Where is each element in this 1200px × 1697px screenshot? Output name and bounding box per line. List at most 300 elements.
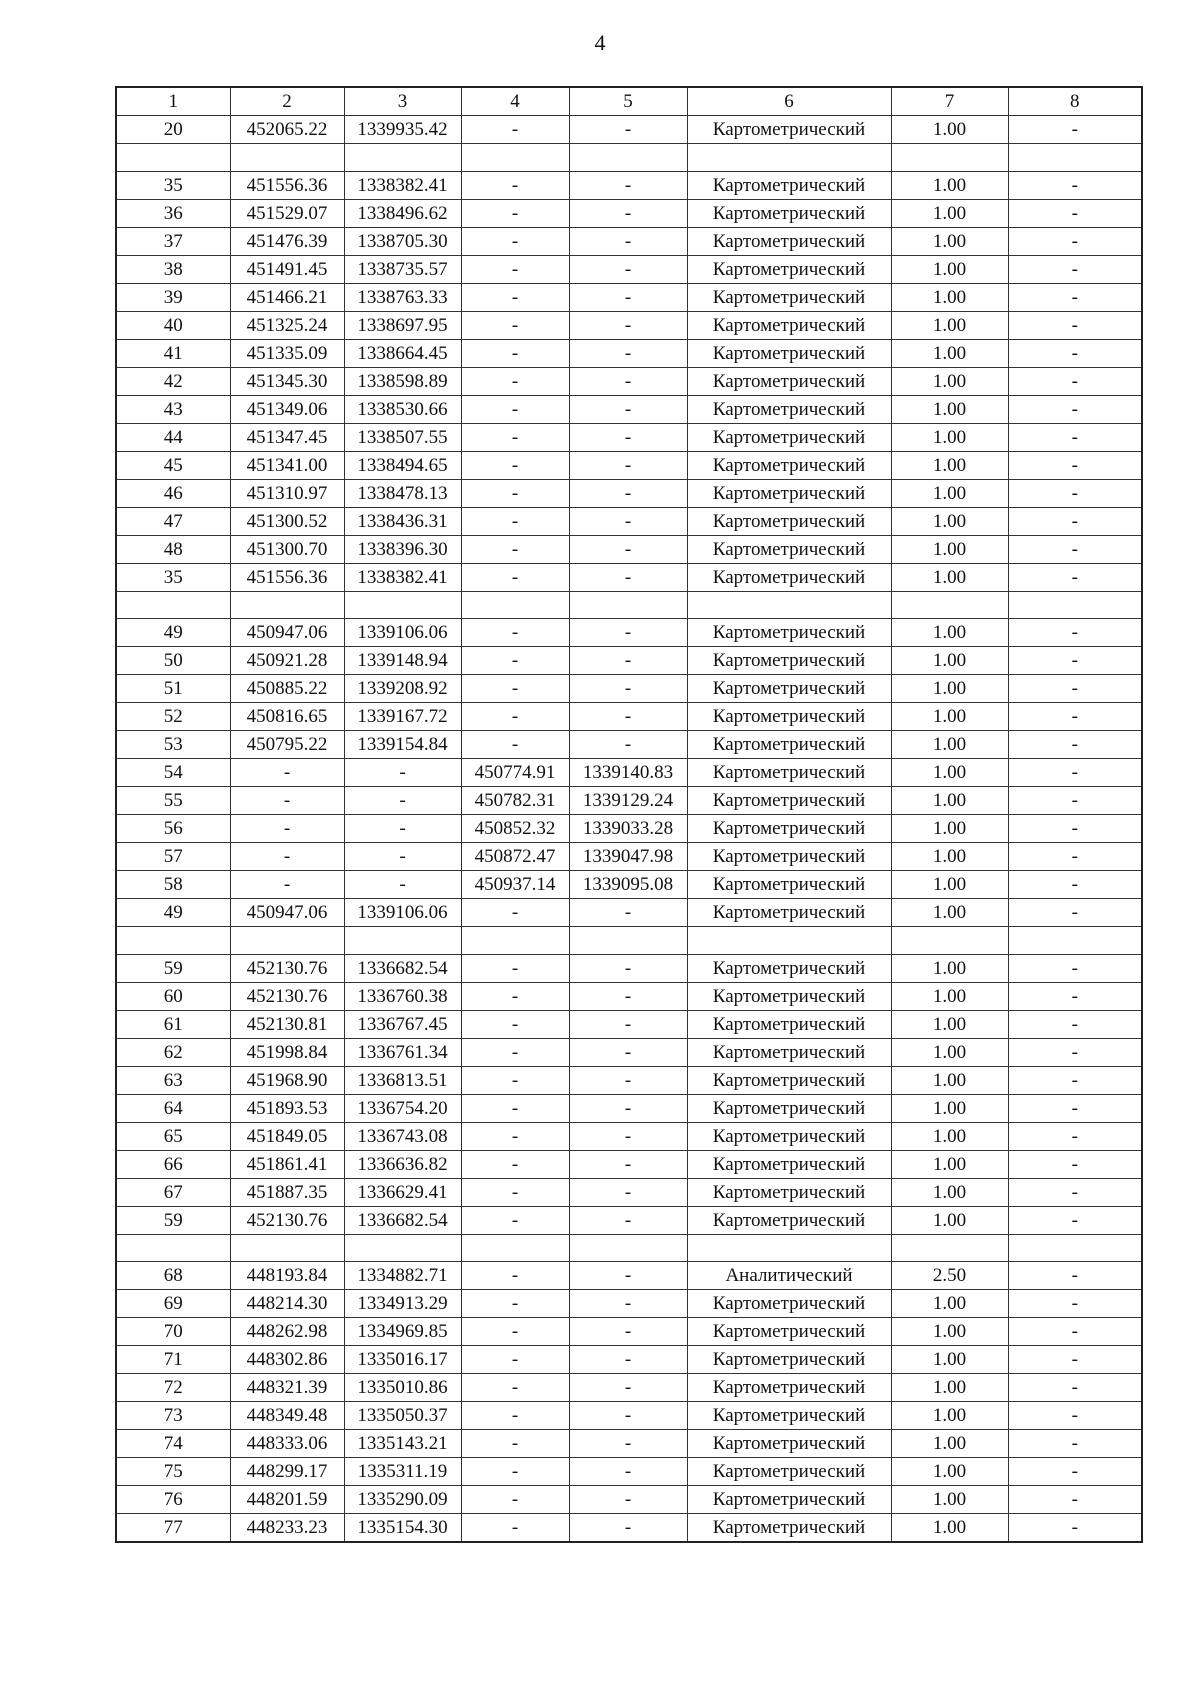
table-cell: - bbox=[1008, 535, 1142, 563]
table-cell: - bbox=[569, 1486, 687, 1514]
table-cell: 1339148.94 bbox=[344, 647, 461, 675]
table-cell: 1336743.08 bbox=[344, 1122, 461, 1150]
table-cell bbox=[569, 927, 687, 955]
table-cell bbox=[569, 591, 687, 619]
table-cell bbox=[344, 927, 461, 955]
table-cell: - bbox=[1008, 1010, 1142, 1038]
table-cell: - bbox=[461, 255, 569, 283]
table-cell: 59 bbox=[116, 954, 230, 982]
table-cell: - bbox=[569, 1402, 687, 1430]
table-cell: Картометрический bbox=[687, 1458, 891, 1486]
table-cell: - bbox=[461, 1318, 569, 1346]
table-cell: Картометрический bbox=[687, 619, 891, 647]
table-cell: - bbox=[569, 1318, 687, 1346]
table-cell: 1339208.92 bbox=[344, 675, 461, 703]
table-cell: Картометрический bbox=[687, 1486, 891, 1514]
table-cell: 1.00 bbox=[891, 1094, 1008, 1122]
table-cell: - bbox=[569, 1122, 687, 1150]
table-cell: - bbox=[569, 311, 687, 339]
table-cell: 1336682.54 bbox=[344, 1206, 461, 1234]
table-row bbox=[116, 563, 1142, 591]
table-cell: 1336767.45 bbox=[344, 1010, 461, 1038]
table-cell: 37 bbox=[116, 227, 230, 255]
table-cell: 451300.70 bbox=[230, 535, 344, 563]
table-cell: 1339106.06 bbox=[344, 619, 461, 647]
table-cell bbox=[461, 927, 569, 955]
table-cell: 1339129.24 bbox=[569, 787, 687, 815]
table-row bbox=[116, 1402, 1142, 1430]
table-cell: - bbox=[461, 1514, 569, 1543]
table-cell: 1.00 bbox=[891, 395, 1008, 423]
table-cell: - bbox=[1008, 1290, 1142, 1318]
table-cell: Картометрический bbox=[687, 787, 891, 815]
table-cell: - bbox=[1008, 1346, 1142, 1374]
table-cell: 1.00 bbox=[891, 1178, 1008, 1206]
table-cell: 1.00 bbox=[891, 1458, 1008, 1486]
table-row bbox=[116, 619, 1142, 647]
table-cell: Картометрический bbox=[687, 1346, 891, 1374]
table-cell: 1338496.62 bbox=[344, 199, 461, 227]
table-cell: 450921.28 bbox=[230, 647, 344, 675]
table-cell: - bbox=[1008, 647, 1142, 675]
table-cell: - bbox=[1008, 787, 1142, 815]
table-cell: 58 bbox=[116, 871, 230, 899]
table-cell bbox=[1008, 1234, 1142, 1262]
table-cell: 1.00 bbox=[891, 283, 1008, 311]
table-cell: 1.00 bbox=[891, 787, 1008, 815]
table-cell: - bbox=[344, 871, 461, 899]
table-cell bbox=[230, 927, 344, 955]
table-cell: - bbox=[1008, 1206, 1142, 1234]
table-cell: 451325.24 bbox=[230, 311, 344, 339]
table-cell: 1.00 bbox=[891, 675, 1008, 703]
table-cell: Картометрический bbox=[687, 311, 891, 339]
table-cell: Картометрический bbox=[687, 227, 891, 255]
table-cell: 46 bbox=[116, 479, 230, 507]
table-cell: 1336813.51 bbox=[344, 1066, 461, 1094]
table-cell: - bbox=[569, 479, 687, 507]
table-cell: 1338763.33 bbox=[344, 283, 461, 311]
table-cell: - bbox=[461, 1122, 569, 1150]
table-cell: Картометрический bbox=[687, 339, 891, 367]
table-cell: - bbox=[1008, 1402, 1142, 1430]
table-cell: 1.00 bbox=[891, 199, 1008, 227]
table-cell: Картометрический bbox=[687, 982, 891, 1010]
table-cell bbox=[687, 144, 891, 172]
table-cell: 448201.59 bbox=[230, 1486, 344, 1514]
table-cell: - bbox=[344, 815, 461, 843]
table-row bbox=[116, 199, 1142, 227]
table-cell: Картометрический bbox=[687, 1402, 891, 1430]
table-cell: - bbox=[461, 899, 569, 927]
table-cell: 1.00 bbox=[891, 1010, 1008, 1038]
table-cell: 451335.09 bbox=[230, 339, 344, 367]
table-cell bbox=[461, 144, 569, 172]
table-cell bbox=[891, 1234, 1008, 1262]
table-cell: 72 bbox=[116, 1374, 230, 1402]
table-cell: - bbox=[461, 171, 569, 199]
table-cell: - bbox=[1008, 871, 1142, 899]
table-cell: - bbox=[230, 843, 344, 871]
table-cell: 1335154.30 bbox=[344, 1514, 461, 1543]
table-cell: Картометрический bbox=[687, 1430, 891, 1458]
table-cell: - bbox=[344, 787, 461, 815]
table-cell: - bbox=[461, 227, 569, 255]
table-cell: 1339095.08 bbox=[569, 871, 687, 899]
table-cell: - bbox=[569, 507, 687, 535]
table-cell: - bbox=[569, 1178, 687, 1206]
table-cell: - bbox=[1008, 1066, 1142, 1094]
table-cell: - bbox=[461, 1206, 569, 1234]
table-cell: - bbox=[569, 423, 687, 451]
table-cell: 1.00 bbox=[891, 843, 1008, 871]
table-cell: 1.00 bbox=[891, 1318, 1008, 1346]
table-cell: Картометрический bbox=[687, 1066, 891, 1094]
table-cell: - bbox=[569, 899, 687, 927]
table-cell: 1338598.89 bbox=[344, 367, 461, 395]
page-number: 4 bbox=[594, 30, 606, 55]
table-cell: 1.00 bbox=[891, 703, 1008, 731]
table-cell: 1338507.55 bbox=[344, 423, 461, 451]
table-cell: - bbox=[1008, 731, 1142, 759]
table-cell: Картометрический bbox=[687, 255, 891, 283]
table-cell: - bbox=[461, 1150, 569, 1178]
table-row bbox=[116, 1290, 1142, 1318]
table-cell: - bbox=[569, 283, 687, 311]
table-cell: 1.00 bbox=[891, 116, 1008, 144]
table-cell: 450795.22 bbox=[230, 731, 344, 759]
table-cell: 44 bbox=[116, 423, 230, 451]
table-cell: - bbox=[1008, 199, 1142, 227]
table-cell: - bbox=[461, 1402, 569, 1430]
table-cell: 43 bbox=[116, 395, 230, 423]
table-cell: Картометрический bbox=[687, 843, 891, 871]
table-row bbox=[116, 1038, 1142, 1066]
table-row bbox=[116, 395, 1142, 423]
table-cell: 448299.17 bbox=[230, 1458, 344, 1486]
table-row bbox=[116, 479, 1142, 507]
table-cell: 61 bbox=[116, 1010, 230, 1038]
table-cell: - bbox=[1008, 255, 1142, 283]
table-cell: 51 bbox=[116, 675, 230, 703]
table-cell: Картометрический bbox=[687, 1150, 891, 1178]
table-row bbox=[116, 1486, 1142, 1514]
table-cell: 1338697.95 bbox=[344, 311, 461, 339]
table-cell bbox=[687, 591, 891, 619]
table-cell: 451491.45 bbox=[230, 255, 344, 283]
table-cell: Картометрический bbox=[687, 731, 891, 759]
table-cell bbox=[1008, 144, 1142, 172]
table-row bbox=[116, 1374, 1142, 1402]
table-cell: Картометрический bbox=[687, 1010, 891, 1038]
table-row bbox=[116, 1262, 1142, 1290]
table-cell: - bbox=[344, 843, 461, 871]
table-cell: - bbox=[1008, 982, 1142, 1010]
table-cell: - bbox=[1008, 171, 1142, 199]
table-cell: - bbox=[461, 116, 569, 144]
table-cell: 451556.36 bbox=[230, 171, 344, 199]
table-cell: - bbox=[1008, 1094, 1142, 1122]
table-cell: - bbox=[569, 1150, 687, 1178]
table-cell: - bbox=[569, 255, 687, 283]
table-cell: 450872.47 bbox=[461, 843, 569, 871]
column-header: 6 bbox=[687, 87, 891, 116]
table-cell bbox=[461, 1234, 569, 1262]
table-cell: 1.00 bbox=[891, 1038, 1008, 1066]
table-cell: 1338436.31 bbox=[344, 507, 461, 535]
table-cell: - bbox=[569, 1094, 687, 1122]
table-cell: - bbox=[461, 982, 569, 1010]
table-cell: 35 bbox=[116, 563, 230, 591]
table-cell: 1.00 bbox=[891, 367, 1008, 395]
separator-row bbox=[116, 927, 1142, 955]
table-cell: 49 bbox=[116, 619, 230, 647]
table-cell: - bbox=[569, 1514, 687, 1543]
table-cell: 73 bbox=[116, 1402, 230, 1430]
table-cell: 1.00 bbox=[891, 1514, 1008, 1543]
table-cell: - bbox=[1008, 227, 1142, 255]
table-cell: 451300.52 bbox=[230, 507, 344, 535]
table-cell: 70 bbox=[116, 1318, 230, 1346]
table-cell: 451529.07 bbox=[230, 199, 344, 227]
table-cell: - bbox=[569, 1458, 687, 1486]
table-cell: Картометрический bbox=[687, 479, 891, 507]
table-cell bbox=[230, 591, 344, 619]
table-cell: 52 bbox=[116, 703, 230, 731]
table-cell bbox=[569, 144, 687, 172]
table-cell: - bbox=[569, 647, 687, 675]
table-cell: 452130.81 bbox=[230, 1010, 344, 1038]
table-cell: 451893.53 bbox=[230, 1094, 344, 1122]
table-cell: 1.00 bbox=[891, 255, 1008, 283]
table-cell bbox=[344, 591, 461, 619]
table-cell: Картометрический bbox=[687, 1290, 891, 1318]
table-cell: - bbox=[230, 759, 344, 787]
table-cell bbox=[116, 927, 230, 955]
table-cell: - bbox=[569, 535, 687, 563]
table-cell: 1335050.37 bbox=[344, 1402, 461, 1430]
table-cell: 1338396.30 bbox=[344, 535, 461, 563]
table-cell: 67 bbox=[116, 1178, 230, 1206]
table-cell bbox=[116, 144, 230, 172]
table-cell: 74 bbox=[116, 1430, 230, 1458]
table-row bbox=[116, 283, 1142, 311]
table-cell: - bbox=[569, 116, 687, 144]
separator-row bbox=[116, 144, 1142, 172]
table-cell: 1339047.98 bbox=[569, 843, 687, 871]
table-cell: 1336761.34 bbox=[344, 1038, 461, 1066]
table-cell: 1336636.82 bbox=[344, 1150, 461, 1178]
table-cell: 1336760.38 bbox=[344, 982, 461, 1010]
table-cell: 448321.39 bbox=[230, 1374, 344, 1402]
table-cell: - bbox=[1008, 815, 1142, 843]
table-cell: 1.00 bbox=[891, 1430, 1008, 1458]
table-cell: 1339033.28 bbox=[569, 815, 687, 843]
table-cell: 451998.84 bbox=[230, 1038, 344, 1066]
table-cell: 1338382.41 bbox=[344, 171, 461, 199]
table-cell: - bbox=[461, 283, 569, 311]
table-cell bbox=[344, 144, 461, 172]
table-cell: - bbox=[461, 423, 569, 451]
table-cell: 1.00 bbox=[891, 563, 1008, 591]
table-row bbox=[116, 1458, 1142, 1486]
table-cell: 1.00 bbox=[891, 1150, 1008, 1178]
table-cell: 57 bbox=[116, 843, 230, 871]
table-row bbox=[116, 171, 1142, 199]
table-cell: 450947.06 bbox=[230, 619, 344, 647]
table-cell: 53 bbox=[116, 731, 230, 759]
table-cell: 1.00 bbox=[891, 1066, 1008, 1094]
table-cell: 62 bbox=[116, 1038, 230, 1066]
table-cell: 56 bbox=[116, 815, 230, 843]
table-cell: - bbox=[1008, 1458, 1142, 1486]
table-cell: 452130.76 bbox=[230, 954, 344, 982]
table-cell: 1339106.06 bbox=[344, 899, 461, 927]
table-cell: - bbox=[344, 759, 461, 787]
table-cell: - bbox=[461, 367, 569, 395]
table-cell: 1339167.72 bbox=[344, 703, 461, 731]
coordinates-table bbox=[115, 86, 1143, 1543]
table-cell: - bbox=[461, 339, 569, 367]
table-cell: 451556.36 bbox=[230, 563, 344, 591]
table-cell: 451347.45 bbox=[230, 423, 344, 451]
table-cell: 1.00 bbox=[891, 311, 1008, 339]
table-cell: 1338382.41 bbox=[344, 563, 461, 591]
table-cell: - bbox=[1008, 1150, 1142, 1178]
table-cell: 36 bbox=[116, 199, 230, 227]
table-cell: 71 bbox=[116, 1346, 230, 1374]
table-cell: Картометрический bbox=[687, 1318, 891, 1346]
table-cell: - bbox=[569, 1430, 687, 1458]
table-row bbox=[116, 423, 1142, 451]
table-cell: 1.00 bbox=[891, 982, 1008, 1010]
table-cell: Картометрический bbox=[687, 871, 891, 899]
table-row bbox=[116, 1066, 1142, 1094]
table-cell: - bbox=[569, 1206, 687, 1234]
table-cell: - bbox=[569, 619, 687, 647]
table-row bbox=[116, 759, 1142, 787]
table-cell: - bbox=[1008, 675, 1142, 703]
table-cell: 451349.06 bbox=[230, 395, 344, 423]
table-row bbox=[116, 1122, 1142, 1150]
table-cell: 448214.30 bbox=[230, 1290, 344, 1318]
table-cell: - bbox=[1008, 395, 1142, 423]
table-cell: 1334882.71 bbox=[344, 1262, 461, 1290]
table-cell: - bbox=[569, 1066, 687, 1094]
table-cell: - bbox=[461, 1346, 569, 1374]
table-cell: 448233.23 bbox=[230, 1514, 344, 1543]
table-cell: - bbox=[569, 171, 687, 199]
table-cell: 1339154.84 bbox=[344, 731, 461, 759]
table-cell: Картометрический bbox=[687, 116, 891, 144]
table-cell: 68 bbox=[116, 1262, 230, 1290]
table-cell: 35 bbox=[116, 171, 230, 199]
table-cell: 448333.06 bbox=[230, 1430, 344, 1458]
table-cell: 448262.98 bbox=[230, 1318, 344, 1346]
table-cell: Картометрический bbox=[687, 395, 891, 423]
table-cell: 49 bbox=[116, 899, 230, 927]
table-cell: - bbox=[461, 395, 569, 423]
column-header: 5 bbox=[569, 87, 687, 116]
table-cell: - bbox=[461, 675, 569, 703]
table-cell: - bbox=[1008, 507, 1142, 535]
table-cell: 1.00 bbox=[891, 954, 1008, 982]
table-cell: 451341.00 bbox=[230, 451, 344, 479]
table-cell: 1338735.57 bbox=[344, 255, 461, 283]
table-cell: - bbox=[569, 367, 687, 395]
table-cell: 39 bbox=[116, 283, 230, 311]
table-cell: - bbox=[569, 1038, 687, 1066]
table-cell: 1335143.21 bbox=[344, 1430, 461, 1458]
table-cell: 448302.86 bbox=[230, 1346, 344, 1374]
table-cell bbox=[891, 591, 1008, 619]
table-cell: 42 bbox=[116, 367, 230, 395]
table-cell: Картометрический bbox=[687, 507, 891, 535]
table-row bbox=[116, 1150, 1142, 1178]
table-cell: - bbox=[569, 563, 687, 591]
table-cell: Картометрический bbox=[687, 367, 891, 395]
table-cell: 1.00 bbox=[891, 479, 1008, 507]
table-cell: 1338494.65 bbox=[344, 451, 461, 479]
table-cell: 448349.48 bbox=[230, 1402, 344, 1430]
table-cell: 1.00 bbox=[891, 507, 1008, 535]
table-cell: - bbox=[461, 507, 569, 535]
table-cell: 69 bbox=[116, 1290, 230, 1318]
table-cell: - bbox=[461, 1066, 569, 1094]
table-cell: Картометрический bbox=[687, 283, 891, 311]
table-cell bbox=[687, 927, 891, 955]
table-row bbox=[116, 871, 1142, 899]
table-cell: 1338664.45 bbox=[344, 339, 461, 367]
table-cell: Картометрический bbox=[687, 1206, 891, 1234]
table-cell: 450852.32 bbox=[461, 815, 569, 843]
table-cell: Картометрический bbox=[687, 647, 891, 675]
table-cell: 47 bbox=[116, 507, 230, 535]
table-row bbox=[116, 1430, 1142, 1458]
table-cell bbox=[116, 591, 230, 619]
table-cell: Картометрический bbox=[687, 1374, 891, 1402]
table-cell: - bbox=[1008, 311, 1142, 339]
table-cell: 1336754.20 bbox=[344, 1094, 461, 1122]
table-cell: 1.00 bbox=[891, 899, 1008, 927]
table-cell: - bbox=[1008, 703, 1142, 731]
table-cell: Картометрический bbox=[687, 1178, 891, 1206]
table-cell: - bbox=[1008, 1038, 1142, 1066]
table-cell: 450774.91 bbox=[461, 759, 569, 787]
table-cell bbox=[891, 927, 1008, 955]
table-cell: - bbox=[461, 1458, 569, 1486]
table-cell: 1.00 bbox=[891, 759, 1008, 787]
table-cell: 1.00 bbox=[891, 1290, 1008, 1318]
table-cell: - bbox=[461, 1290, 569, 1318]
table-row bbox=[116, 675, 1142, 703]
separator-row bbox=[116, 1234, 1142, 1262]
table-cell: 60 bbox=[116, 982, 230, 1010]
table-row bbox=[116, 899, 1142, 927]
table-cell: 452130.76 bbox=[230, 982, 344, 1010]
table-cell: Картометрический bbox=[687, 1038, 891, 1066]
table-cell: - bbox=[569, 1290, 687, 1318]
table-cell: - bbox=[1008, 563, 1142, 591]
table-cell: - bbox=[569, 1346, 687, 1374]
table-cell: 59 bbox=[116, 1206, 230, 1234]
table-cell: 1.00 bbox=[891, 1346, 1008, 1374]
table-cell: - bbox=[569, 1262, 687, 1290]
table-cell: - bbox=[569, 703, 687, 731]
table-cell: - bbox=[1008, 1514, 1142, 1543]
table-cell: 1.00 bbox=[891, 451, 1008, 479]
column-header: 4 bbox=[461, 87, 569, 116]
